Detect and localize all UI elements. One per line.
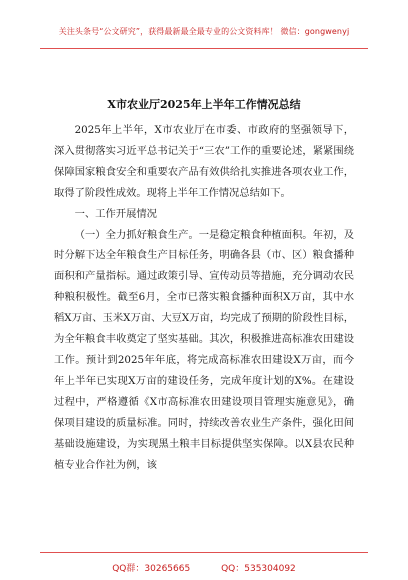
document-title: X市农业厅2025年上半年工作情况总结 [107, 98, 301, 111]
header-divider [40, 48, 368, 49]
footer-qq: QQ：535304092 [221, 564, 296, 574]
footer-divider [40, 552, 368, 553]
document-body [54, 120, 354, 475]
paragraph-intro: 2025年上半年，X市农业厅在市委、市政府的坚强领导下，深入贯彻落实习近平总书记关于“三农”工作的重要论述，紧紧围绕保障国家粮食安全和重要农产品有效供给扎实推进各项农业工作，取得了阶段性成效。现将上半年工作情况总结如下。 [54, 124, 354, 199]
section-heading: 一、工作开展情况 [74, 207, 157, 220]
page-header [0, 0, 408, 54]
page-footer [0, 552, 408, 580]
footer-qq-group: QQ群：30265665 [112, 564, 191, 574]
paragraph-grain-production: （一）全力抓好粮食生产。一是稳定粮食种植面积。年初，及时分解下达全年粮食生产目标任务，明确各县（市、区）粮食播种面积和产量指标。通过政策引导、宣传动员等措施，充分调动农民种粮积极性。截至6月，全市已落实粮食播种面积X万亩，其中水稻X万亩、玉米X万亩、大豆X万亩，均完成了预期的阶段性目标，为全年粮食丰收奠定了坚实基础。其次，积极推进高标准农田建设工作。预计到2025年年底，将完成高标准农田建设X万亩，而今年上半年已实现X万亩的建设任务，完成年度计划的X%。在建设过程中，严格遵循《X市高标准农田建设项目管理实施意见》，确保项目建设的质量标准。同时，持续改善农业生产条件，强化田间基础设施建设，为实现黑土粮丰目标提供坚实保障。以X县农民种植专业合作社为例，该 [54, 228, 355, 471]
header-notice: 关注头条号“公文研究”，获得最新最全最专业的公文资料库！ 微信：gongwenyj [58, 27, 350, 36]
footer-contacts [0, 561, 408, 574]
